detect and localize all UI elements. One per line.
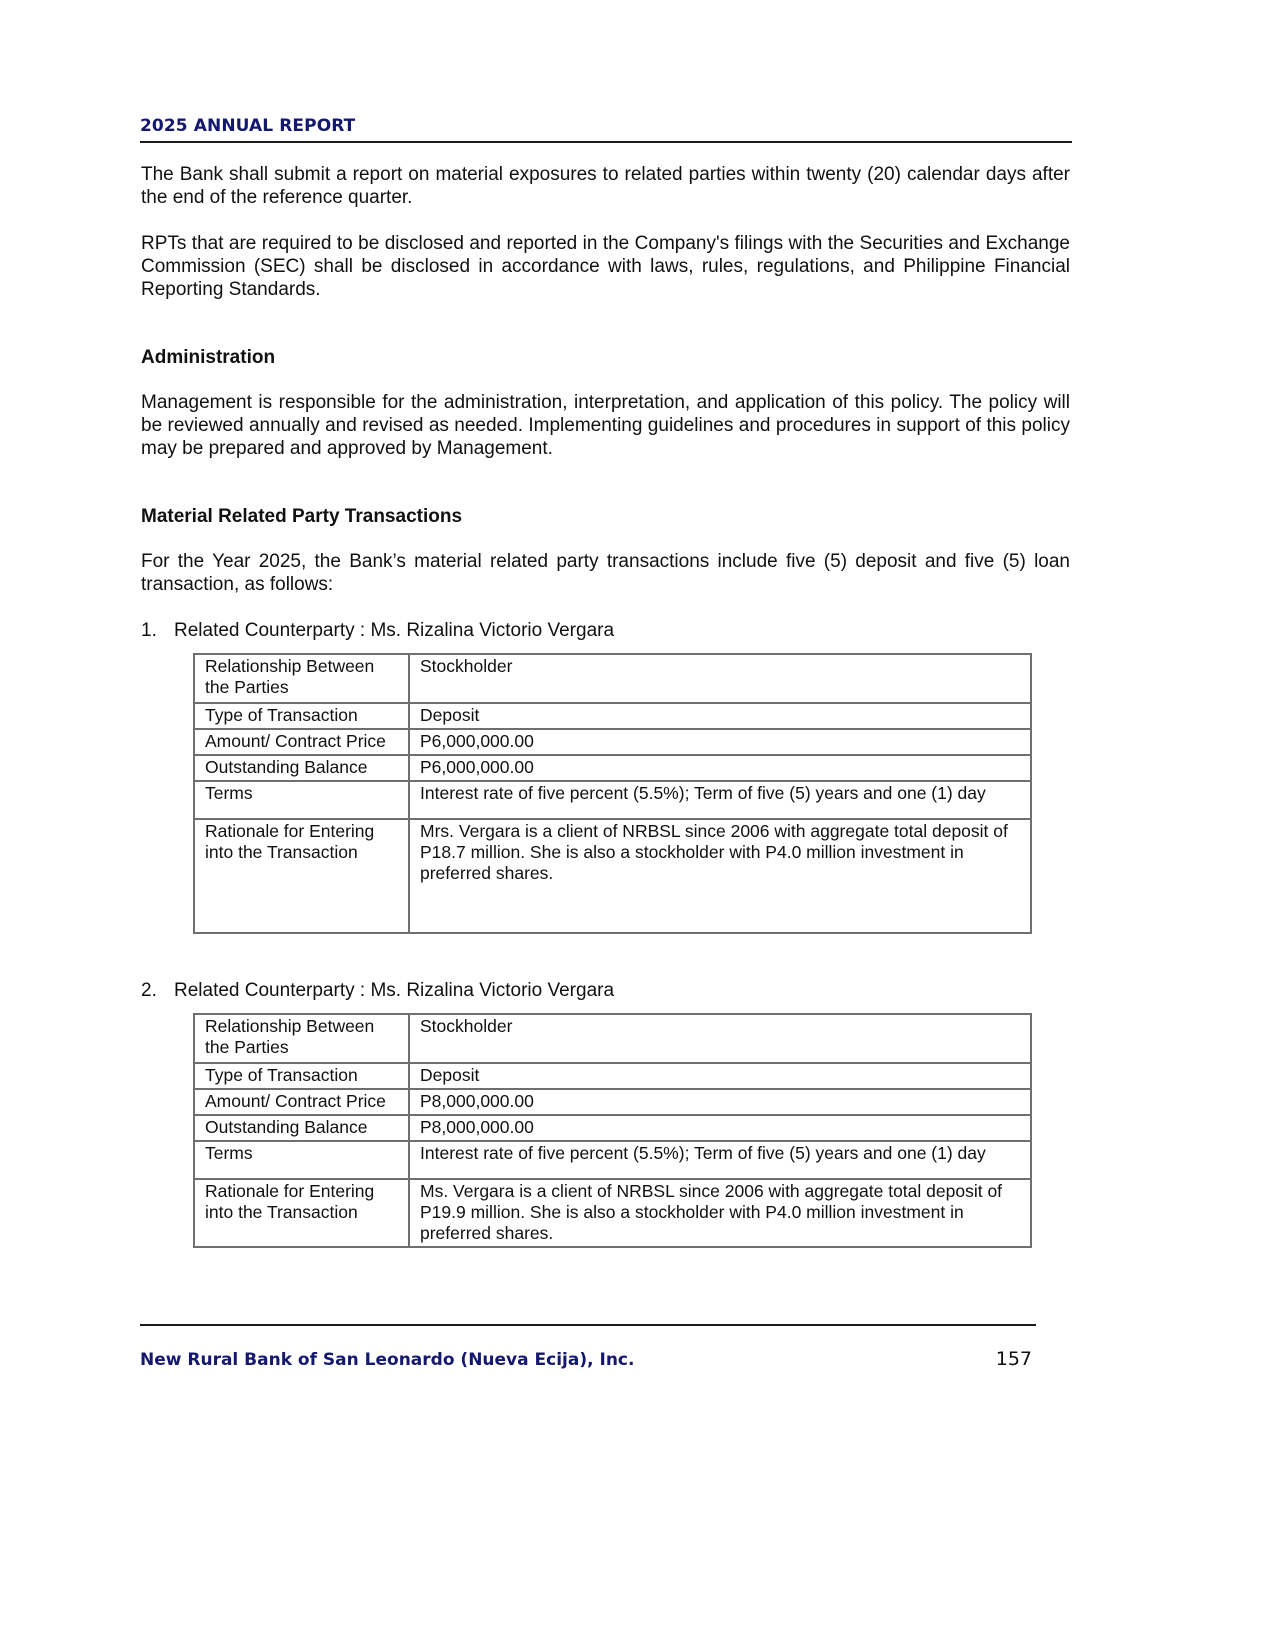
row-label: Outstanding Balance (194, 755, 409, 781)
list-number: 2. (141, 980, 157, 1001)
row-value: P8,000,000.00 (409, 1115, 1031, 1141)
paragraph-rpt-disclosure: RPTs that are required to be disclosed and reported in the Company's filings with the Securities and Exchange Commission (SEC) shall be disclosed in accordance with laws, rules, regulations, and Philippine Financial Reporting Standards. (141, 233, 1070, 300)
page-content (141, 163, 1070, 1248)
row-label: Relationship Between the Parties (194, 1014, 409, 1063)
row-label: Terms (194, 1141, 409, 1179)
page-number: 157 (995, 1348, 1032, 1370)
counterparty-label: Related Counterparty : Ms. Rizalina Victorio Vergara (174, 620, 615, 641)
table-row (194, 1063, 1031, 1089)
row-value: P8,000,000.00 (409, 1089, 1031, 1115)
row-label: Type of Transaction (194, 703, 409, 729)
paragraph-material-rpt: For the Year 2025, the Bank’s material related party transactions include five (5) deposit and five (5) loan transaction, as follows: (141, 551, 1070, 595)
row-value: Stockholder (409, 654, 1031, 703)
row-value: Ms. Vergara is a client of NRBSL since 2006 with aggregate total deposit of P19.9 million. She is also a stockholder with P4.0 million investment in preferred shares. (409, 1179, 1031, 1247)
table-row (194, 1014, 1031, 1063)
report-title: 2025 ANNUAL REPORT (140, 116, 356, 136)
list-number: 1. (141, 620, 157, 641)
table-row (194, 1089, 1031, 1115)
row-value: P6,000,000.00 (409, 729, 1031, 755)
counterparty-label: Related Counterparty : Ms. Rizalina Victorio Vergara (174, 980, 615, 1001)
row-value: P6,000,000.00 (409, 755, 1031, 781)
footer-company-name: New Rural Bank of San Leonardo (Nueva Ecija), Inc. (140, 1350, 635, 1370)
transaction-heading (141, 619, 1070, 642)
row-value: Deposit (409, 703, 1031, 729)
row-label: Amount/ Contract Price (194, 1089, 409, 1115)
page-footer (140, 1324, 1036, 1370)
transaction-table (193, 1013, 1032, 1248)
section-heading-administration: Administration (141, 347, 276, 368)
table-row (194, 654, 1031, 703)
page-header (140, 116, 1072, 143)
row-label: Type of Transaction (194, 1063, 409, 1089)
row-value: Interest rate of five percent (5.5%); Term of five (5) years and one (1) day (409, 1141, 1031, 1179)
table-row (194, 781, 1031, 819)
paragraph-report-submission: The Bank shall submit a report on material exposures to related parties within twenty (20) calendar days after the end of the reference quarter. (141, 164, 1070, 208)
table-row (194, 729, 1031, 755)
row-value: Stockholder (409, 1014, 1031, 1063)
row-value: Mrs. Vergara is a client of NRBSL since 2006 with aggregate total deposit of P18.7 million. She is also a stockholder with P4.0 million investment in preferred shares. (409, 819, 1031, 933)
paragraph-administration: Management is responsible for the administration, interpretation, and application of this policy. The policy will be reviewed annually and revised as needed. Implementing guidelines and procedures in support of this policy may be prepared and approved by Management. (141, 392, 1070, 459)
row-label: Terms (194, 781, 409, 819)
table-row (194, 819, 1031, 933)
table-row (194, 755, 1031, 781)
transaction-table (193, 653, 1032, 934)
row-value: Interest rate of five percent (5.5%); Term of five (5) years and one (1) day (409, 781, 1031, 819)
row-label: Rationale for Entering into the Transaction (194, 819, 409, 933)
section-heading-material-rpt: Material Related Party Transactions (141, 506, 463, 527)
row-label: Outstanding Balance (194, 1115, 409, 1141)
table-row (194, 1141, 1031, 1179)
table-row (194, 1115, 1031, 1141)
row-label: Amount/ Contract Price (194, 729, 409, 755)
row-label: Relationship Between the Parties (194, 654, 409, 703)
transaction-heading (141, 979, 1070, 1002)
row-value: Deposit (409, 1063, 1031, 1089)
table-row (194, 1179, 1031, 1247)
row-label: Rationale for Entering into the Transaction (194, 1179, 409, 1247)
table-row (194, 703, 1031, 729)
